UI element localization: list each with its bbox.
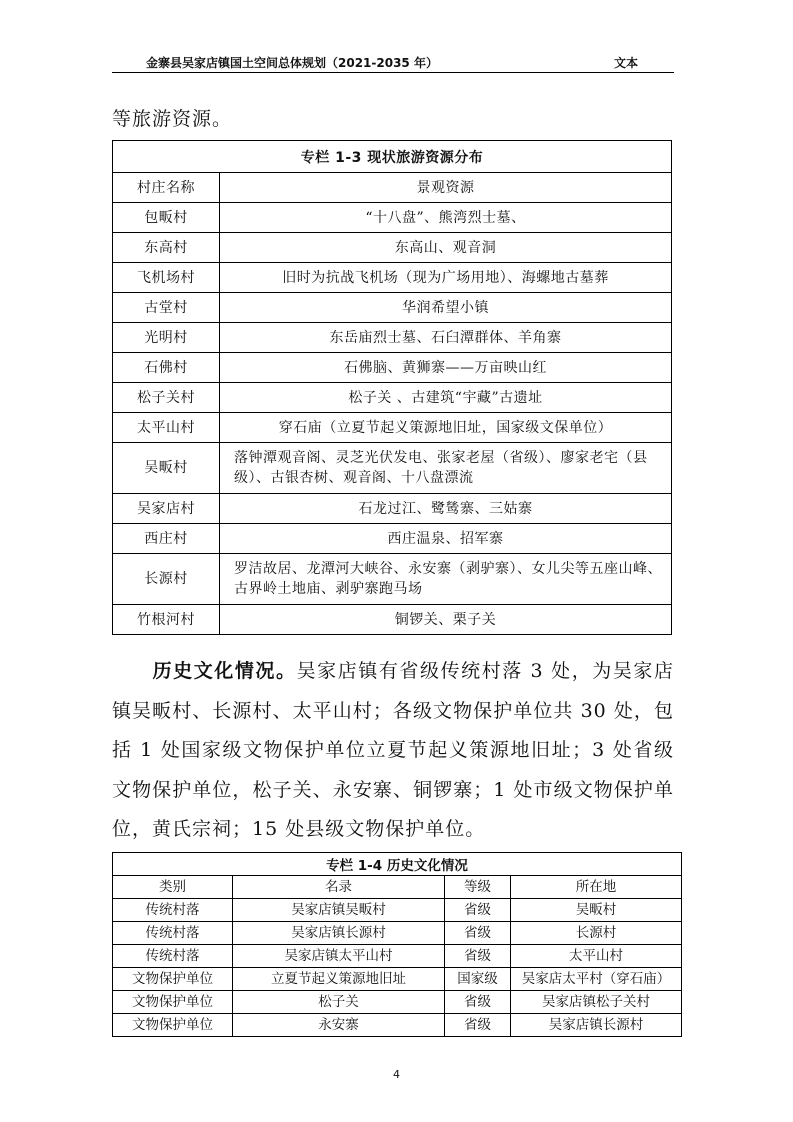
village-name-cell: 包畈村 [113,203,220,233]
table-row [113,1014,682,1037]
landscape-resource-cell: 罗洁故居、龙潭河大峡谷、永安寨（剥驴寨）、女儿尖等五座山峰、古界岭土地庙、剥驴寨跑马场 [220,554,672,605]
page-number: 4 [393,1068,400,1081]
level-cell: 省级 [445,922,511,945]
table-row [113,991,682,1014]
location-cell: 太平山村 [511,945,682,968]
village-name-cell: 古堂村 [113,293,220,323]
level-cell: 省级 [445,945,511,968]
table-header-row [113,173,672,203]
landscape-resource-cell: 铜锣关、栗子关 [220,605,672,635]
location-cell: 吴畈村 [511,899,682,922]
landscape-resource-cell: 石龙过江、鹭鸶寨、三姑寨 [220,494,672,524]
table-row [113,605,672,635]
paragraph-body: 吴家店镇有省级传统村落 3 处，为吴家店镇吴畈村、长源村、太平山村；各级文物保护单位共 30 处，包括 1 处国家级文物保护单位立夏节起义策源地旧址；3 处省级文物保护单位，松子关、永安寨、铜锣寨；1 处市级文物保护单位，黄氏宗祠；15 处县级文物保护单位。 [112,660,674,840]
village-name-cell: 光明村 [113,323,220,353]
village-name-cell: 飞机场村 [113,263,220,293]
village-name-cell: 吴畈村 [113,443,220,494]
lead-text: 等旅游资源。 [112,108,233,130]
category-cell: 文物保护单位 [113,968,233,991]
table-row [113,353,672,383]
item-name-cell: 永安寨 [233,1014,445,1037]
location-cell: 吴家店镇松子关村 [511,991,682,1014]
landscape-resource-cell: 旧时为抗战飞机场（现为广场用地）、海螺地古墓葬 [220,263,672,293]
table-row [113,233,672,263]
table-row [113,323,672,353]
landscape-resource-cell: 华润希望小镇 [220,293,672,323]
column-header: 名录 [233,876,445,899]
table-caption: 专栏 1-4 历史文化情况 [113,853,682,876]
column-header: 类别 [113,876,233,899]
location-cell: 长源村 [511,922,682,945]
table-header-row [113,876,682,899]
table-row [113,443,672,494]
category-cell: 文物保护单位 [113,991,233,1014]
table-row [113,899,682,922]
village-name-cell: 松子关村 [113,383,220,413]
page-header [112,52,674,72]
item-name-cell: 立夏节起义策源地旧址 [233,968,445,991]
landscape-resource-cell: 石佛脑、黄狮寨——万亩映山红 [220,353,672,383]
item-name-cell: 吴家店镇吴畈村 [233,899,445,922]
location-cell: 吴家店镇长源村 [511,1014,682,1037]
category-cell: 传统村落 [113,922,233,945]
table-row [113,383,672,413]
location-cell: 吴家店太平村（穿石庙） [511,968,682,991]
table-body [113,173,672,635]
table-row [113,922,682,945]
category-cell: 传统村落 [113,945,233,968]
landscape-resource-cell: 松子关 、古建筑“宇藏”古遗址 [220,383,672,413]
landscape-resource-cell: 东高山、观音洞 [220,233,672,263]
item-name-cell: 吴家店镇太平山村 [233,945,445,968]
village-name-cell: 石佛村 [113,353,220,383]
paragraph-heading: 历史文化情况。 [152,660,297,682]
village-name-cell: 太平山村 [113,413,220,443]
village-name-cell: 东高村 [113,233,220,263]
village-name-cell: 长源村 [113,554,220,605]
column-header: 等级 [445,876,511,899]
village-name-cell: 西庄村 [113,524,220,554]
document-title: 金寨县吴家店镇国土空间总体规划（2021-2035 年） [146,56,438,70]
table-row [113,293,672,323]
table-row [113,263,672,293]
column-header: 村庄名称 [113,173,220,203]
column-header: 景观资源 [220,173,672,203]
item-name-cell: 松子关 [233,991,445,1014]
village-name-cell: 竹根河村 [113,605,220,635]
category-cell: 传统村落 [113,899,233,922]
table-row [113,413,672,443]
table-row [113,554,672,605]
level-cell: 省级 [445,991,511,1014]
header-rule [112,72,674,73]
table-row [113,945,682,968]
history-culture-paragraph [112,652,674,850]
level-cell: 国家级 [445,968,511,991]
level-cell: 省级 [445,1014,511,1037]
document-type-label: 文本 [613,56,638,70]
table-body [113,876,682,1037]
table-row [113,203,672,233]
table-row [113,494,672,524]
landscape-resource-cell: 西庄温泉、招军寨 [220,524,672,554]
level-cell: 省级 [445,899,511,922]
table-caption: 专栏 1-3 现状旅游资源分布 [113,141,672,173]
landscape-resource-cell: 东岳庙烈士墓、石臼潭群体、羊角寨 [220,323,672,353]
item-name-cell: 吴家店镇长源村 [233,922,445,945]
table-row [113,968,682,991]
history-culture-table [112,852,682,1037]
column-header: 所在地 [511,876,682,899]
category-cell: 文物保护单位 [113,1014,233,1037]
landscape-resource-cell: “十八盘”、熊湾烈士墓、 [220,203,672,233]
table-row [113,524,672,554]
tourism-resources-table [112,140,672,635]
landscape-resource-cell: 穿石庙（立夏节起义策源地旧址，国家级文保单位） [220,413,672,443]
village-name-cell: 吴家店村 [113,494,220,524]
landscape-resource-cell: 落钟潭观音阁、灵芝光伏发电、张家老屋（省级）、廖家老宅（县级）、古银杏树、观音阁、十八盘漂流 [220,443,672,494]
